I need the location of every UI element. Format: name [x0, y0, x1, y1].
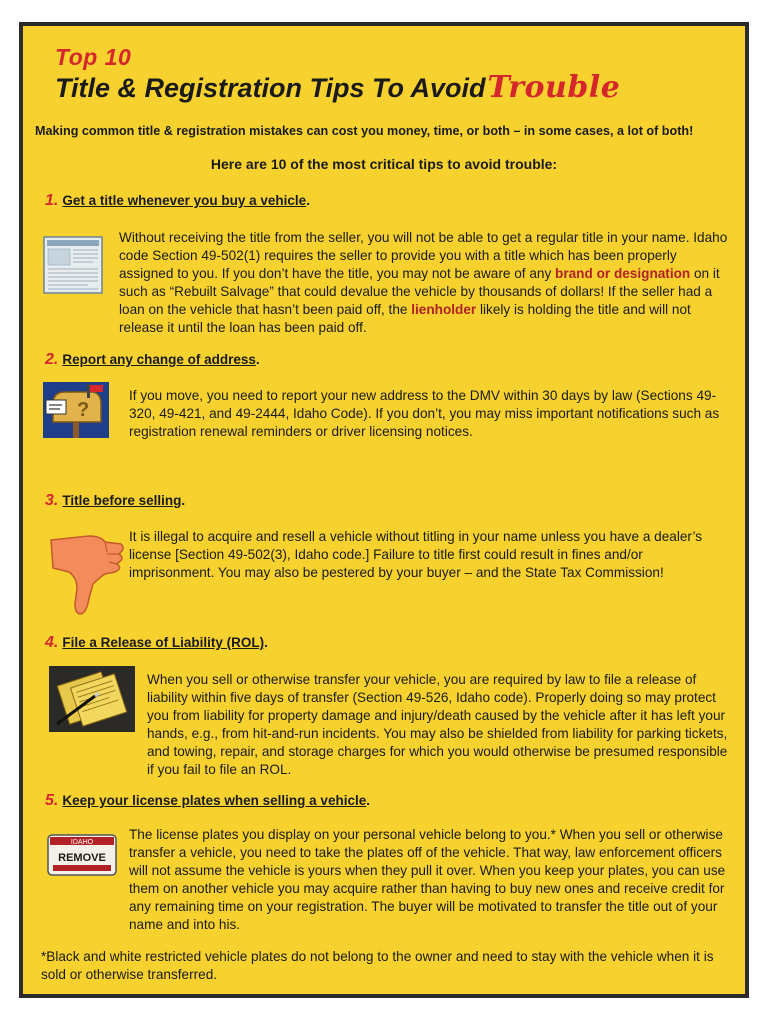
title-text: Title & Registration Tips To Avoid [55, 73, 486, 103]
tip-1-title: Get a title whenever you buy a vehicle [62, 193, 307, 208]
tip-4-heading: 4. File a Release of Liability (ROL). [45, 634, 268, 651]
footnote: *Black and white restricted vehicle plates do not belong to the owner and need to stay with the vehicle when it is sold or otherwise transferred. [41, 949, 714, 982]
tip-3-heading: 3. Title before selling. [45, 492, 186, 509]
tip-5-title: Keep your license plates when selling a vehicle [62, 793, 367, 808]
top10-heading: Top 10 [55, 44, 132, 70]
trouble-word: Trouble [487, 70, 621, 105]
tip-4-title: File a Release of Liability (ROL) [62, 635, 265, 650]
thumbs-down-icon [49, 532, 127, 618]
flyer-page [19, 22, 749, 998]
mailbox-icon [43, 382, 109, 438]
tip-5-body: The license plates you display on your personal vehicle belong to you.* When you sell or otherwise transfer a vehicle, you need to take the plates off of the vehicle. That way, law enforcement officers will not assume the vehicle is yours when they pull it over. When you keep your plates, you can use them on another vehicle you may acquire rather than having to buy new ones and receive credit for any remaining time on your registration. The buyer will be motivated to transfer the title out of your name and into his. [129, 827, 726, 932]
tip-4-number: 4. [45, 634, 59, 651]
plate-top-text: IDAHO [70, 839, 94, 846]
tip-2-body: If you move, you need to report your new address to the DMV within 30 days by law (Sections 49-320, 49-421, and 49-2444, Idaho Code). If you don’t, you may miss important notifications such as registration renewal reminders or driver licensing notices. [129, 388, 720, 439]
license-plate-icon [47, 834, 117, 876]
tip-3-body: It is illegal to acquire and resell a vehicle without titling in your name unless you have a dealer’s license [Section 49-502(3), Idaho code.] Failure to title first could result in fines and/or imprisonment. You may also be pestered by your buyer – and the State Tax Commission! [129, 529, 703, 580]
tip-3-number: 3. [45, 492, 59, 509]
tip-4-body: When you sell or otherwise transfer your vehicle, you are required by law to file a release of liability within five days of transfer (Section 49-526, Idaho code). Properly doing so may protect you from liability for property damage and injury/death caused by the vehicle after it has left your hands, e.g., from hit-and-run incidents. You may also be shielded from liability for parking tickets, and towing, repair, and storage charges for which you would otherwise be presumed responsible if you fail to file an ROL. [147, 672, 728, 777]
page-title [55, 70, 620, 105]
tip-2-title: Report any change of address [62, 352, 256, 367]
brand-designation-highlight: brand or designation [555, 266, 691, 281]
tip-1-heading: 1. Get a title whenever you buy a vehicle. [45, 192, 310, 209]
plate-remove-text: REMOVE [58, 852, 106, 864]
tip-3-title: Title before selling [62, 493, 182, 508]
tip-1-number: 1. [45, 192, 59, 209]
subheading: Here are 10 of the most critical tips to avoid trouble: [210, 156, 558, 172]
lienholder-highlight: lienholder [411, 302, 477, 317]
title-document-icon [43, 234, 103, 296]
tip-2-heading: 2. Report any change of address. [45, 351, 260, 368]
tip-1-body: Without receiving the title from the seller, you will not be able to get a regular title in your name. Idaho code Section 49-502(1) requires the seller to provide you with a title which has been properly assigned to you. If you don’t have the title, you may not be aware of any brand or designation on it such as “Rebuilt Salvage” that could devalue the vehicle by thousands of dollars! If the seller had a loan on the vehicle that hasn’t been paid off, the lienholder likely is holding the title and will not release it until the loan has been paid off. [119, 230, 728, 335]
tip-5-heading: 5. Keep your license plates when selling a vehicle. [45, 792, 370, 809]
svg-text:?: ? [77, 399, 90, 421]
tip-2-number: 2. [45, 351, 59, 368]
tip-5-number: 5. [45, 792, 59, 809]
release-form-icon [49, 666, 135, 732]
intro-text: Making common title & registration mistakes can cost you money, time, or both – in some cases, a lot of both! [35, 124, 694, 138]
